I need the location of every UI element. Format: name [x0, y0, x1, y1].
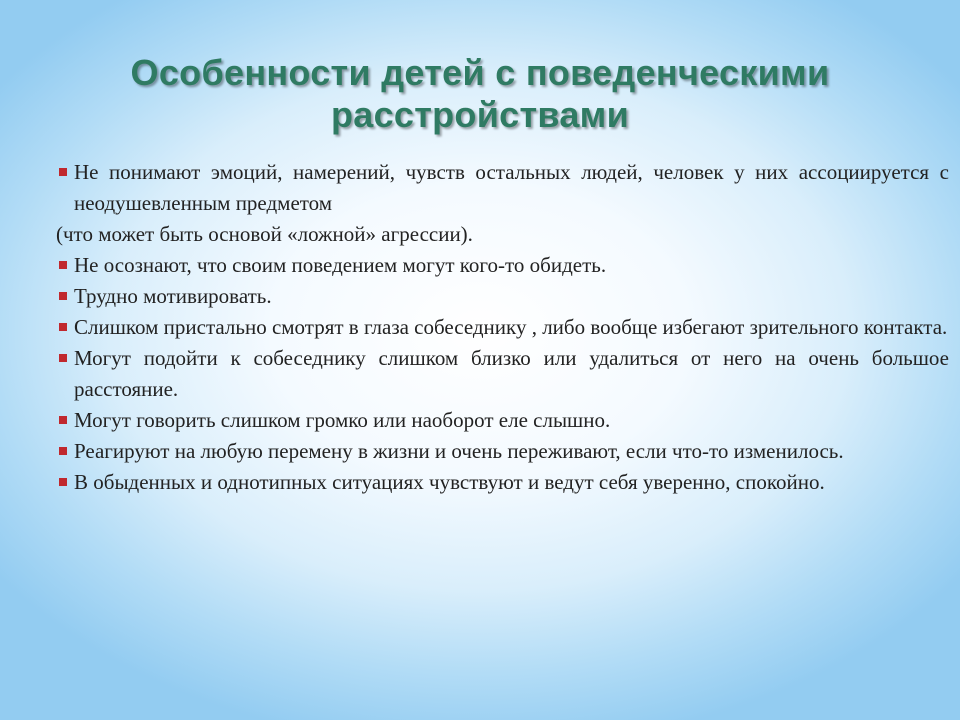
- square-bullet-icon: [59, 478, 67, 486]
- list-item-text: Не осознают, что своим поведением могут кого-то обидеть.: [74, 253, 607, 277]
- list-item: [56, 250, 949, 281]
- square-bullet-icon: [59, 354, 67, 362]
- list-item-text: Трудно мотивировать.: [74, 284, 272, 308]
- list-item: [56, 312, 949, 343]
- list-item-text: Слишком пристально смотрят в глаза собеседнику , либо вообще избегают зрительного контакта.: [74, 315, 948, 339]
- list-item-text: Реагируют на любую перемену в жизни и очень переживают, если что-то изменилось.: [74, 439, 844, 463]
- square-bullet-icon: [59, 323, 67, 331]
- title-line-1: Особенности детей с поведенческими: [130, 52, 830, 93]
- list-item-text: Могут подойти к собеседнику слишком близко или удалиться от него на очень большое расстояние.: [74, 346, 949, 401]
- bullet-list: [56, 157, 949, 498]
- list-item: [56, 436, 949, 467]
- list-item: [56, 157, 949, 219]
- list-item-note: (что может быть основой «ложной» агрессии).: [56, 222, 473, 246]
- list-item-text: В обыденных и однотипных ситуациях чувствуют и ведут себя уверенно, спокойно.: [74, 470, 825, 494]
- square-bullet-icon: [59, 292, 67, 300]
- list-item: [56, 405, 949, 436]
- square-bullet-icon: [59, 168, 67, 176]
- list-item-text: Не понимают эмоций, намерений, чувств остальных людей, человек у них ассоциируется с неодушевленным предметом: [74, 160, 949, 215]
- list-item: [56, 467, 949, 498]
- slide-title: [60, 52, 900, 136]
- square-bullet-icon: [59, 261, 67, 269]
- title-line-2: расстройствами: [330, 94, 630, 135]
- square-bullet-icon: [59, 447, 67, 455]
- list-item: [56, 343, 949, 405]
- list-item-text: Могут говорить слишком громко или наоборот еле слышно.: [74, 408, 611, 432]
- square-bullet-icon: [59, 416, 67, 424]
- list-item: [56, 281, 949, 312]
